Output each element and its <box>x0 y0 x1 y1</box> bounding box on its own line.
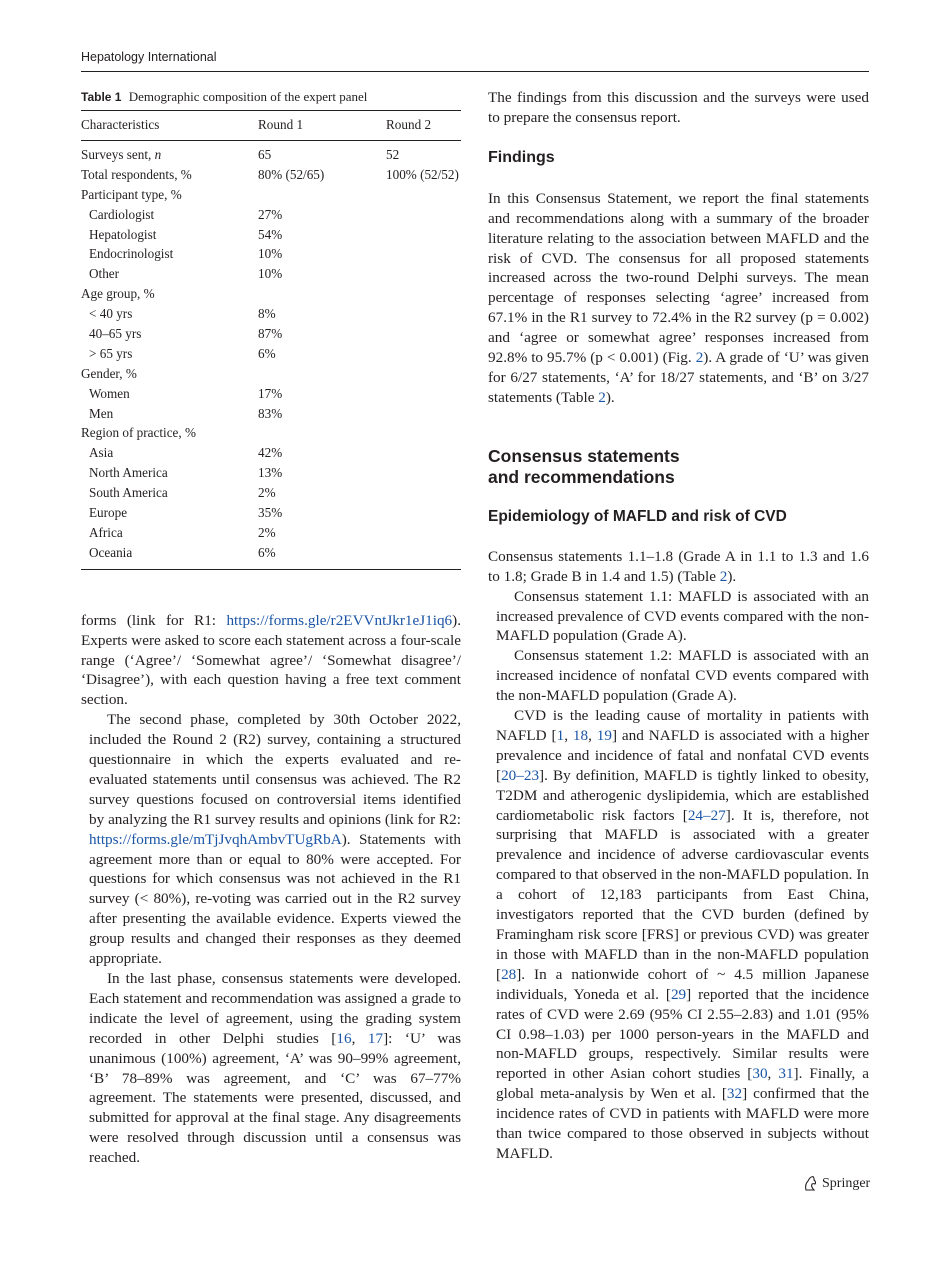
col-header-round2: Round 2 <box>386 111 461 141</box>
table-caption-text: Demographic composition of the expert panel <box>128 89 368 104</box>
table-row <box>81 286 461 306</box>
table-cell-characteristic: Women <box>89 385 130 401</box>
text-span: ]. By definition, MAFLD is tightly linked to obesity, T2DM and atherogenic dyslipidemia, which are established cardiometabolic risk factors [ <box>496 766 869 824</box>
col-header-round1: Round 1 <box>258 111 386 141</box>
table-cell-round2 <box>386 525 461 545</box>
citation-link[interactable]: 17 <box>367 1029 384 1047</box>
table-cell-round2 <box>386 286 461 306</box>
table-cell-characteristic: > 65 yrs <box>89 345 133 361</box>
table-row <box>81 406 461 426</box>
table-link[interactable]: 2 <box>719 567 728 585</box>
text-span: , <box>588 726 597 744</box>
citation-link[interactable]: 31 <box>778 1065 794 1083</box>
table-cell-characteristic: Hepatologist <box>89 226 157 242</box>
table-cell-round1: 87% <box>258 326 283 342</box>
paragraph-last-phase <box>81 969 461 1168</box>
paragraph-intro: The findings from this discussion and the surveys were used to prepare the consensus report. <box>488 89 869 126</box>
citation-link[interactable]: 24–27 <box>687 806 726 824</box>
text-span: Consensus statements 1.1–1.8 (Grade A in 1.1 to 1.3 and 1.6 to 1.8; Grade B in 1.4 and 1.5) (Table <box>488 547 869 585</box>
table-row <box>81 525 461 545</box>
citation-link[interactable]: 18 <box>572 726 589 744</box>
citation-link[interactable]: 16 <box>336 1029 352 1047</box>
citation-link[interactable]: 29 <box>670 985 687 1003</box>
table-row <box>81 187 461 207</box>
table-cell-characteristic: Region of practice, % <box>81 425 196 441</box>
table-row <box>81 485 461 505</box>
table-cell-round1 <box>258 187 386 207</box>
paragraph-forms <box>81 611 461 711</box>
citation-link[interactable]: 20–23 <box>501 766 540 784</box>
table-cell-round2 <box>386 485 461 505</box>
table-cell-round2 <box>386 545 461 569</box>
text-span: ]. Finally, a global meta-analysis by Wen et al. [ <box>496 1065 869 1103</box>
table-row <box>81 326 461 346</box>
table-cell-round2 <box>386 505 461 525</box>
citation-link[interactable]: 32 <box>726 1085 743 1103</box>
table-cell-round1: 27% <box>258 206 283 222</box>
table-cell-round2 <box>386 326 461 346</box>
publisher-name: Springer <box>822 1175 871 1191</box>
table-cell-round2 <box>386 246 461 266</box>
table-cell-round1: 83% <box>258 405 283 421</box>
citation-link[interactable]: 19 <box>596 726 612 744</box>
table-cell-characteristic: Age group, % <box>81 286 155 302</box>
table-cell-round2 <box>386 346 461 366</box>
table-cell-characteristic: Total respondents, % <box>81 166 192 182</box>
table-cell-round1 <box>258 366 386 386</box>
table-cell-round2 <box>386 266 461 286</box>
table-cell-round1: 10% <box>258 246 283 262</box>
table-cell-characteristic: Asia <box>89 445 114 461</box>
col-header-characteristics: Characteristics <box>81 111 258 141</box>
table-row <box>81 445 461 465</box>
paragraph-findings <box>488 189 869 408</box>
table-cell-characteristic: < 40 yrs <box>89 306 133 322</box>
text-span: ). Statements with agreement more than or equal to 80% were accepted. For questions for which consensus was not achieved in the R1 survey (< 80%), re-voting was carried out in the R2 survey after presenting the available evidence. Experts viewed the group results and changed their responses as they deemed appropriate. <box>89 830 461 968</box>
text-span: In the last phase, consensus statements were developed. Each statement and recommendation was assigned a grade to indicate the level of agreement, using the grading system recorded in other Delphi studies [ <box>89 970 461 1047</box>
table-row <box>81 227 461 247</box>
table-cell-round1: 17% <box>258 385 283 401</box>
table-cell-round1: 65 <box>258 147 272 162</box>
table-cell-round2 <box>386 227 461 247</box>
table-cell-characteristic: South America <box>89 485 168 501</box>
table-row <box>81 505 461 525</box>
text-span: CVD is the leading cause of mortality in patients with NAFLD [ <box>496 707 869 744</box>
table-cell-round1: 54% <box>258 226 283 242</box>
findings-heading: Findings <box>488 148 555 166</box>
table-row <box>81 141 461 167</box>
table-row <box>81 366 461 386</box>
table-cell-characteristic: Europe <box>89 505 128 521</box>
table-cell-characteristic: Cardiologist <box>89 206 155 222</box>
table-row <box>81 266 461 286</box>
table-link[interactable]: 2 <box>598 388 606 406</box>
text-span: ] reported that the incidence rates of CVD were 2.69 (95% CI 2.55–2.83) and 1.01 (95% CI 0.98–1.03) per 1000 person-years in the MAFLD and non-MAFLD groups, respectively. Similar results were reported in other Asian cohort studies [ <box>496 985 870 1083</box>
text-span: ] and NAFLD is associated with a higher prevalence and incidence of fatal and nonfatal CVD events [ <box>496 726 869 784</box>
citation-link[interactable]: 28 <box>501 965 517 983</box>
table-cell-characteristic: Gender, % <box>81 365 137 381</box>
r2-form-link[interactable]: https://forms.gle/mTjJvqhAmbvTUgRbA <box>89 830 342 848</box>
table-cell-round2 <box>386 445 461 465</box>
journal-title: Hepatology International <box>81 50 217 64</box>
text-span: ]. In a nationwide cohort of ~ 4.5 million Japanese individuals, Yoneda et al. [ <box>496 965 869 1003</box>
text-span: ]: ‘U’ was unanimous (100%) agreement, ‘A’ was 90–99% agreement, ‘B’ 78–89% was agreement, and ‘C’ was 67–77% agreement. The statements were presented, discussed, and submitted for approval at the final stage. Any disagreements were resolved through discussion until a consensus was reached. <box>89 1029 461 1167</box>
table-cell-characteristic: North America <box>89 465 168 481</box>
table-cell-characteristic: Endocrinologist <box>89 246 174 262</box>
table-cell-round2 <box>386 425 461 445</box>
table-cell-round1: 6% <box>258 545 386 569</box>
springer-horse-icon <box>802 1175 818 1192</box>
paragraph-cvd-evidence <box>488 706 869 1164</box>
table-cell-characteristic: Other <box>89 266 120 282</box>
text-span: ). Experts were asked to score each statement across a four-scale range (‘Agree’/ ‘Somewhat agree’/ ‘Somewhat disagree’/ ‘Disagree’), with each question having a free text comment section. <box>81 611 461 709</box>
citation-link[interactable]: 1 <box>556 726 565 744</box>
table-row <box>81 465 461 485</box>
table-cell-round2 <box>386 386 461 406</box>
r1-form-link[interactable]: https://forms.gle/r2EVVntJkr1eJ1iq6 <box>226 611 453 629</box>
paragraph-statement-1-1: Consensus statement 1.1: MAFLD is associated with an increased prevalence of CVD events compared with the non-MAFLD population (Grade A). <box>496 587 869 645</box>
table-cell-round2 <box>386 187 461 207</box>
text-span: , <box>767 1065 779 1083</box>
table-cell-round1: 2% <box>258 524 276 540</box>
table-cell-round2 <box>386 465 461 485</box>
heading-line: and recommendations <box>488 466 675 487</box>
table-cell-round2 <box>386 406 461 426</box>
epidemiology-heading: Epidemiology of MAFLD and risk of CVD <box>488 507 787 525</box>
table-cell-round1: 35% <box>258 505 283 521</box>
publisher-logo <box>802 1175 870 1192</box>
table-cell-round1: 13% <box>258 465 283 481</box>
table-cell-round2 <box>386 207 461 227</box>
table-cell-round1: 6% <box>258 345 276 361</box>
header-rule <box>81 71 869 72</box>
table-cell-round2 <box>386 306 461 326</box>
table-row <box>81 246 461 266</box>
table-cell-characteristic: 40–65 yrs <box>89 326 142 342</box>
text-span: ). <box>727 567 737 585</box>
table-cell-characteristic: Participant type, % <box>81 186 182 202</box>
consensus-heading <box>488 446 869 488</box>
table-row <box>81 346 461 366</box>
table-cell-characteristic: Men <box>89 405 114 421</box>
table-row <box>81 167 461 187</box>
text-span: ]. It is, therefore, not surprising that MAFLD is associated with a greater prevalence and incidence of adverse cardiovascular events compared to that observed in the non-MAFLD population. In a cohort of 12,183 participants from East China, investigators reported that the CVD burden (defined by Framingham risk score [FRS] or previous CVD) was greater in those with MAFLD than in the non-MAFLD population [ <box>496 806 869 983</box>
table-cell-round1: 2% <box>258 485 276 501</box>
table-cell-round2 <box>386 366 461 386</box>
table-cell-round2: 100% (52/52) <box>386 166 459 182</box>
table-cell-characteristic: Surveys sent, n <box>81 147 162 162</box>
table-row <box>81 207 461 227</box>
table-cell-round1: 8% <box>258 306 276 322</box>
text-span: , <box>564 726 573 744</box>
table-header-row <box>81 111 461 141</box>
text-span: The second phase, completed by 30th October 2022, included the Round 2 (R2) survey, containing a structured questionnaire in which the experts evaluated and re-evaluated statements until consensus was achieved. The R2 survey questions focused on controversial items identified by analyzing the R1 survey results and opinions (link for R2: <box>89 711 461 828</box>
figure-link[interactable]: 2 <box>695 349 704 367</box>
paragraph-statement-1-2: Consensus statement 1.2: MAFLD is associated with an increased incidence of nonfatal CVD events compared with the non-MAFLD population (Grade A). <box>496 647 869 705</box>
citation-link[interactable]: 30 <box>752 1065 768 1083</box>
text-span: , <box>351 1029 368 1047</box>
table-cell-characteristic: Oceania <box>81 545 258 569</box>
table-cell-round1: 42% <box>258 445 283 461</box>
paragraph-second-phase <box>81 710 461 969</box>
text-span: ). <box>605 388 615 406</box>
table-label: Table 1 <box>81 90 122 104</box>
table-caption <box>81 88 461 106</box>
text-span: ] confirmed that the incidence rates of CVD in patients with MAFLD were more than twice compared to those observed in subjects without MAFLD. <box>496 1085 869 1162</box>
heading-line: Consensus statements <box>488 445 680 466</box>
table-row <box>81 306 461 326</box>
text-span: forms (link for R1: <box>81 611 227 629</box>
left-column <box>81 88 461 1168</box>
text-span: In this Consensus Statement, we report the final statements and recommendations along with a summary of the broader literature relating to the association between MAFLD and the risk of CVD. The consensus for all proposed statements increased across the two-round Delphi surveys. The mean percentage of responses selecting ‘agree’ increased from 67.1% in the R1 survey to 72.4% in the R2 survey (p = 0.002) and ‘agree or somewhat agree’ responses increased from 92.8% to 95.7% (p < 0.001) (Fig. <box>488 189 869 367</box>
right-column <box>488 88 869 1164</box>
table-row <box>81 425 461 445</box>
demographics-table <box>81 110 461 570</box>
paragraph-statements-range <box>488 547 869 587</box>
table-cell-round1 <box>258 286 386 306</box>
text-span: ). A grade of ‘U’ was given for 6/27 statements, ‘A’ for 18/27 statements, and ‘B’ on 3/27 statements (Table <box>488 349 869 406</box>
table-row <box>81 386 461 406</box>
table-cell-characteristic: Africa <box>89 524 123 540</box>
table-cell-round1: 80% (52/65) <box>258 166 325 182</box>
table-cell-round1 <box>258 425 386 445</box>
table-cell-round1: 10% <box>258 266 283 282</box>
table-row <box>81 545 461 569</box>
table-cell-round2: 52 <box>386 147 400 162</box>
